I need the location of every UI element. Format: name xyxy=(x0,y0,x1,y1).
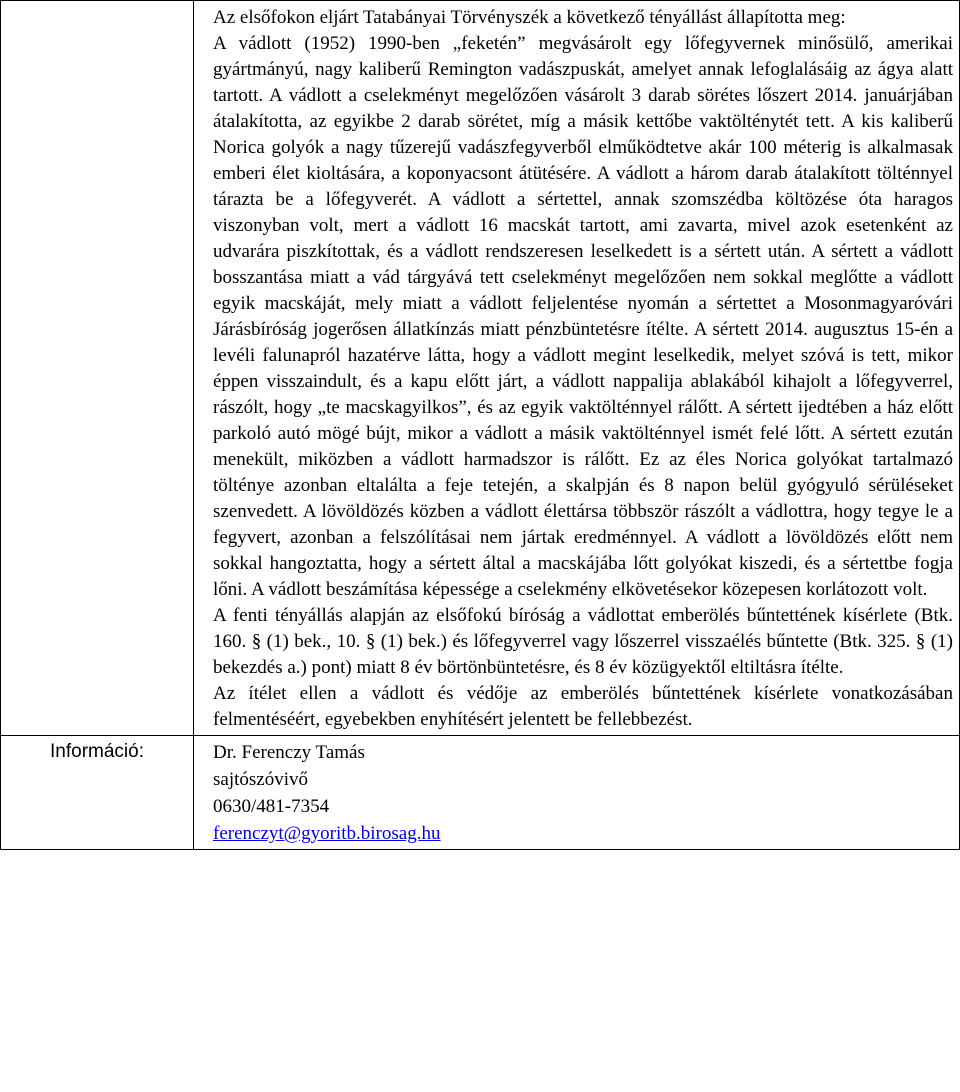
info-contact-cell xyxy=(194,736,960,850)
facts-body-cell xyxy=(194,1,960,736)
contact-name: Dr. Ferenczy Tamás xyxy=(213,742,365,763)
info-label-cell xyxy=(1,736,194,850)
paragraph-intro: Az elsőfokon eljárt Tatabányai Törvényszék a következő tényállást állapította meg: xyxy=(213,7,846,28)
paragraph-appeal: Az ítélet ellen a vádlott és védője az emberölés bűntettének kísérlete vonatkozásában felmentéséért, egyebekben enyhítésért jelentett be fellebbezést. xyxy=(213,683,953,730)
info-label: Információ: xyxy=(50,741,144,762)
paragraph-facts: A vádlott (1952) 1990-ben „feketén” megvásárolt egy lőfegyvernek minősülő, amerikai gyártmányú, nagy kaliberű Remington vadászpuskát, amelyet annak lefoglalásáig az ágya alatt tartott. A vádlott a cselekményt megelőzően vásárolt 3 darab sörétes lőszert 2014. januárjában átalakította, az egyikbe 2 darab sörétet, míg a másik kettőbe vaktölténytét tett. A kis kaliberű Norica golyók a nagy tűzerejű vadászfegyverből elműködtetve akár 100 méterig is alkalmasak emberi élet kioltására, a koponyacsont átütésére. A vádlott a három darab átalakított tölténnyel tárazta be a lőfegyverét. A vádlott a sértettel, annak szomszédba költözése óta haragos viszonyban volt, mert a vádlott 16 macskát tartott, ami zavarta, mivel azok esetenként az udvarára piszkítottak, és a vádlott rendszeresen leselkedett is a sértett után. A sértett a vádlott bosszantása miatt a vád tárgyává tett cselekményt megelőzően nem sokkal meglőtte a vádlott egyik macskáját, mely miatt a vádlott feljelentése nyomán a sértettet a Mosonmagyaróvári Járásbíróság jogerősen állatkínzás miatt pénzbüntetésre ítélte. A sértett 2014. augusztus 15-én a levéli falunapról hazatérve látta, hogy a vádlott megint leselkedik, melyet szóvá is tett, mikor éppen visszaindult, és a kapu előtt járt, a vádlott nappalija ablakából kihajolt a lőfegyverrel, rászólt, hogy „te macskagyilkos”, és az egyik vaktölténnyel rálőtt. A sértett ijedtében a ház előtt parkoló autó mögé bújt, mikor a vádlott a másik vaktölténnyel ismét felé lőtt. A sértett ezután menekült, miközben a vádlott harmadszor is rálőtt. Ez az éles Norica golyókat tartalmazó tölténye azonban eltalálta a feje tetején, a skalpján és 8 napon belül gyógyuló sérüléseket szenvedett. A lövöldözés közben a vádlott élettársa többször rászólt a vádlottra, hogy tegye le a fegyvert, azonban a felszólításai nem jártak eredménnyel. A vádlott a lövöldözés előtt nem sokkal hangoztatta, hogy a sértett által a macskájába lőtt golyókat kiszedi, és a sértettbe fogja lőni. A vádlott beszámítása képessége a cselekmény elkövetésekor közepesen korlátozott volt. xyxy=(213,33,953,600)
contact-role: sajtószóvivő xyxy=(213,769,308,790)
contact-block xyxy=(194,736,959,849)
contact-email-link[interactable]: ferenczyt@gyoritb.birosag.hu xyxy=(213,823,441,844)
info-row xyxy=(1,736,960,850)
facts-label-cell xyxy=(1,1,194,736)
paragraph-verdict: A fenti tényállás alapján az elsőfokú bíróság a vádlottat emberölés bűntettének kísérlete (Btk. 160. § (1) bek., 10. § (1) bek.) és lőfegyverrel vagy lőszerrel visszaélés bűntette (Btk. 325. § (1) bekezdés a.) pont) miatt 8 év börtönbüntetésre, és 8 év közügyektől eltiltásra ítélte. xyxy=(213,605,953,678)
facts-row xyxy=(1,1,960,736)
contact-phone: 0630/481-7354 xyxy=(213,796,330,817)
facts-text xyxy=(194,1,959,735)
